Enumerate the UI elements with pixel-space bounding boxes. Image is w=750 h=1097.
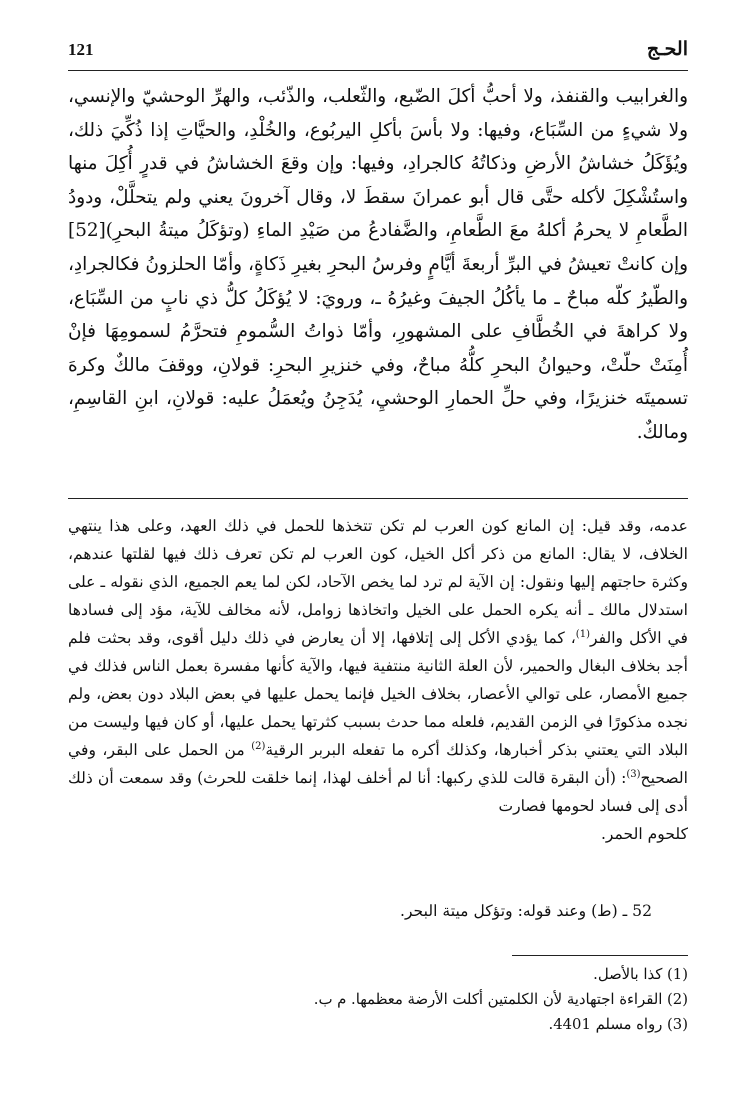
footnote-ref: (3) <box>626 768 641 780</box>
commentary <box>68 512 688 848</box>
page-number: 121 <box>68 40 94 59</box>
note-52: 52 ـ (ط) وعند قوله: وتؤكل ميتة البحر. <box>400 902 652 920</box>
footnotes <box>68 962 688 1037</box>
page-header <box>68 32 688 71</box>
footnote-ref: (2) <box>251 740 266 752</box>
section-divider <box>68 498 688 499</box>
footnote-item: (2) القراءة اجتهادية لأن الكلمتين أكلت الأرضة معظمها. م ب. <box>313 991 688 1008</box>
footnote-divider <box>512 955 688 956</box>
footnote-ref: (1) <box>575 628 590 640</box>
commentary-part: عدمه، وقد قيل: إن المانع كون العرب لم تكن تتخذها للحمل في ذلك العهد، وعلى هذا ينتهي الخلاف، لا يقال: المانع من ذكر أكل الخيل، كون العرب لم تكن تعرف ذلك فيها لقلتها عندهم، وكثرة حاجتهم إليها ونقول: إن الآية لم ترد لما يخص الآحاد، لكن لما يعم الجميع، الذي نقوله ـ على استدلال مالك ـ أنه يكره الحمل على الخيل واتخاذها زوامل، لأنه مخالف للآية، مؤد إلى فسادها في الأكل والفر <box>68 517 688 647</box>
commentary-end: كلحوم الحمر. <box>600 825 688 843</box>
commentary-part: ، كما يؤدي الأكل إلى إتلافها، إلا أن يعارض في ذلك دليل أقوى، وقد بحثت فلم أجد بخلاف البغال والحمير، لأن العلة الثانية منتفية فيها، والآية كأنها مفسرة بعمل الناس فذلك في جميع الأمصار، على توالي الأعصار، بخلاف الخيل فإنما يحمل عليها في بعض البلاد دون بعض، ولم نجده مذكورًا في الزمن القديم، فلعله مما حدث بسبب كثرتها يحمل عليها، أو كان فيها وليست من البلاد التي يعتني بذكر أخبارها، وكذلك أكره ما تفعله البربر الرقية <box>68 629 689 759</box>
commentary-part: : (أن البقرة قالت للذي ركبها: أنا لم أخلف لهذا، إنما خلقت للحرث) وقد سمعت أن ذلك أدى إلى فساد لحومها فصارت <box>68 769 688 815</box>
footnote-item: (3) رواه مسلم 4401. <box>548 1016 688 1033</box>
main-text: والغرابيب والقنفذ، ولا أحبُّ أكلَ الضّبع، والثّعلب، والذّئب، والهرِّ الوحشيّ والإنسي، ولا شيءٍ من السِّبَاع، وفيها: ولا بأسَ بأكلِ اليربُوع، والخُلْدِ، والحيَّاتِ إذا ذُكِّيَ ذلك، ويُؤَكَلُ خشاشُ الأرضِ وذكاتُهُ كالجرادِ، وفيها: وإن وقعَ الخشاشُ في قدرٍ أُكِلَ منها واستُشْكِلَ لأكله حتَّى قال أبو عمرانَ سقطَ لا، وقال آخرونَ يعني ولم يتحلَّلْ، ودودُ الطَّعامِ لا يحرمُ أكلهُ معَ الطَّعامِ، والضَّفادعُ من صَيْدِ الماءِ (وتؤكَلُ ميتةُ البحرِ)[52] وإن كانتْ تعيشُ في البرِّ أربعةَ أيَّامٍ وفرسُ البحرِ بغيرِ ذَكاةٍ، وأمّا الحلزونُ فكالجرادِ، والطّيرُ كلّه مباحٌ ـ ما يأكُلُ الجيفَ وغيرُهُ ـ، ورويَ: لا يُؤكَلُ كلُّ ذي نابٍ من السِّبَاع، ولا كراهةَ في الخُطَّافِ على المشهورِ، وأمّا ذواتُ السُّمومِ فتحرَّمُ لسمومِهَا فإنْ أُمِنَتْ حلّتْ، وحيوانُ البحرِ كلُّهُ مباحٌ، وفي خنزيرِ البحرِ: قولانِ، ووقفَ مالكٌ وكرهَ تسميتَه خنزيرًا، وفي حلِّ الحمارِ الوحشيِ، يُدَجِنُ ويُعمَلُ عليه: قولانِ، ابنِ القاسِمِ، ومالكٌ. <box>68 86 688 443</box>
commentary-part: من الحمل على البقر، وفي الصحيح <box>68 741 688 787</box>
running-title: الحـج <box>646 38 688 60</box>
footnote-item: (1) كذا بالأصل. <box>593 966 688 983</box>
